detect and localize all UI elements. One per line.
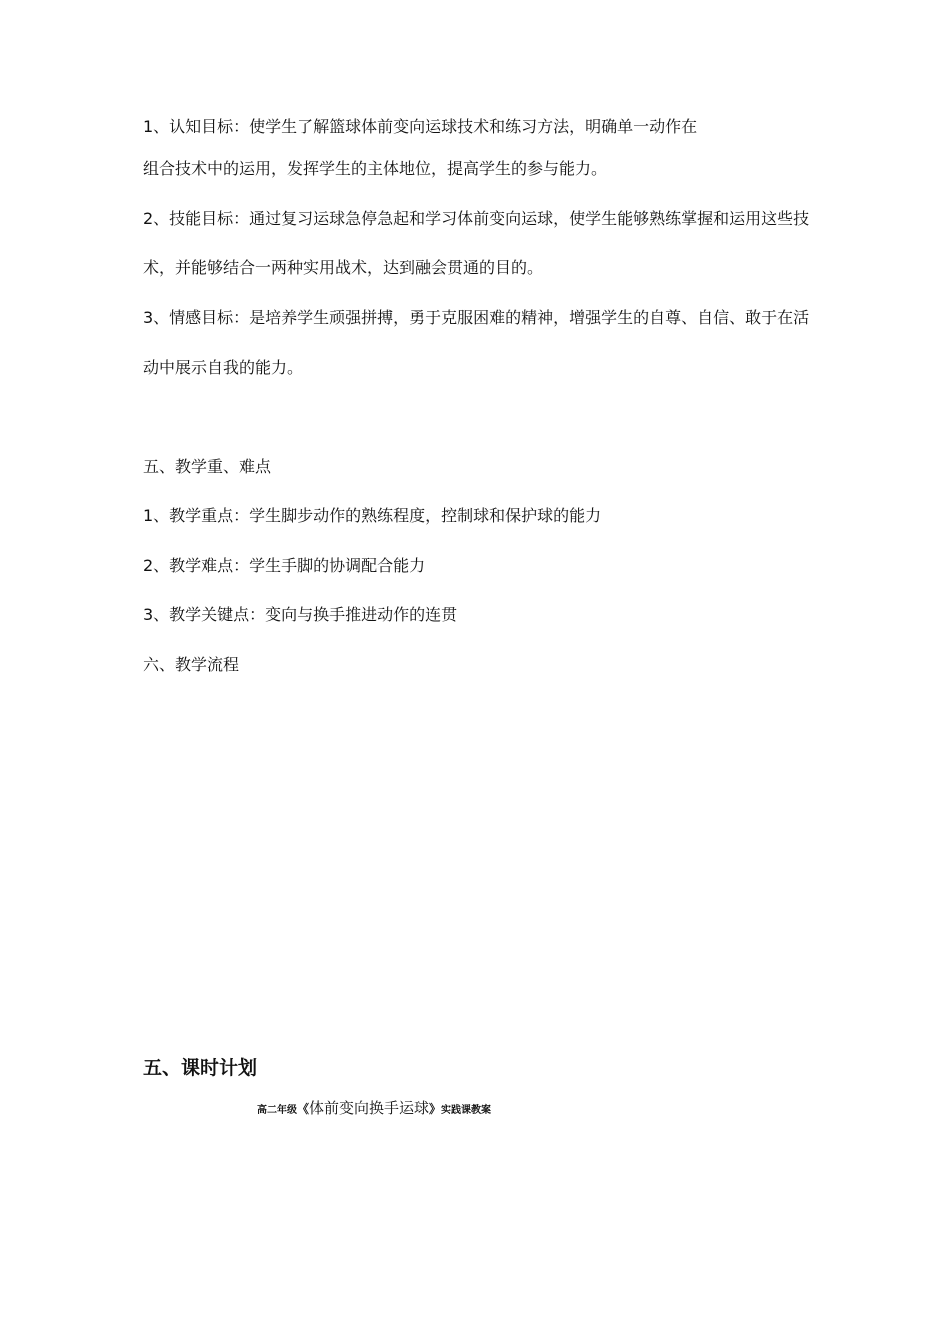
objective-cognitive-line2: 组合技术中的运用，发挥学生的主体地位，提高学生的参与能力。 xyxy=(143,159,608,178)
subtitle-lesson-name: 体前变向换手运球 xyxy=(309,1099,430,1117)
objective-cognitive-line1: 1、认知目标：使学生了解篮球体前变向运球技术和练习方法，明确单一动作在 xyxy=(143,117,698,136)
objective-emotion-line1: 3、情感目标：是培养学生顽强拼搏，勇于克服困难的精神，增强学生的自尊、自信、敢于在活 xyxy=(143,308,810,327)
subtitle-grade: 高二年级 xyxy=(257,1105,297,1116)
lesson-plan-subtitle xyxy=(257,1097,491,1122)
difficulty-item: 2、教学难点：学生手脚的协调配合能力 xyxy=(143,556,426,575)
subtitle-close-quote: 》 xyxy=(429,1102,442,1116)
lesson-plan-heading: 五、课时计划 xyxy=(143,1057,258,1079)
key-point-item: 1、教学重点：学生脚步动作的熟练程度，控制球和保护球的能力 xyxy=(143,506,602,525)
objective-skill-line1: 2、技能目标：通过复习运球急停急起和学习体前变向运球，使学生能够熟练掌握和运用这些技 xyxy=(143,209,810,228)
section-key-points-title: 五、教学重、难点 xyxy=(143,457,272,476)
subtitle-suffix: 实践课教案 xyxy=(441,1105,492,1116)
subtitle-open-quote: 《 xyxy=(297,1102,310,1116)
section-teaching-flow-title: 六、教学流程 xyxy=(143,655,240,674)
key-link-item: 3、教学关键点：变向与换手推进动作的连贯 xyxy=(143,605,458,624)
objective-emotion-line2: 动中展示自我的能力。 xyxy=(143,358,304,377)
objective-skill-line2: 术，并能够结合一两种实用战术，达到融会贯通的目的。 xyxy=(143,258,544,277)
